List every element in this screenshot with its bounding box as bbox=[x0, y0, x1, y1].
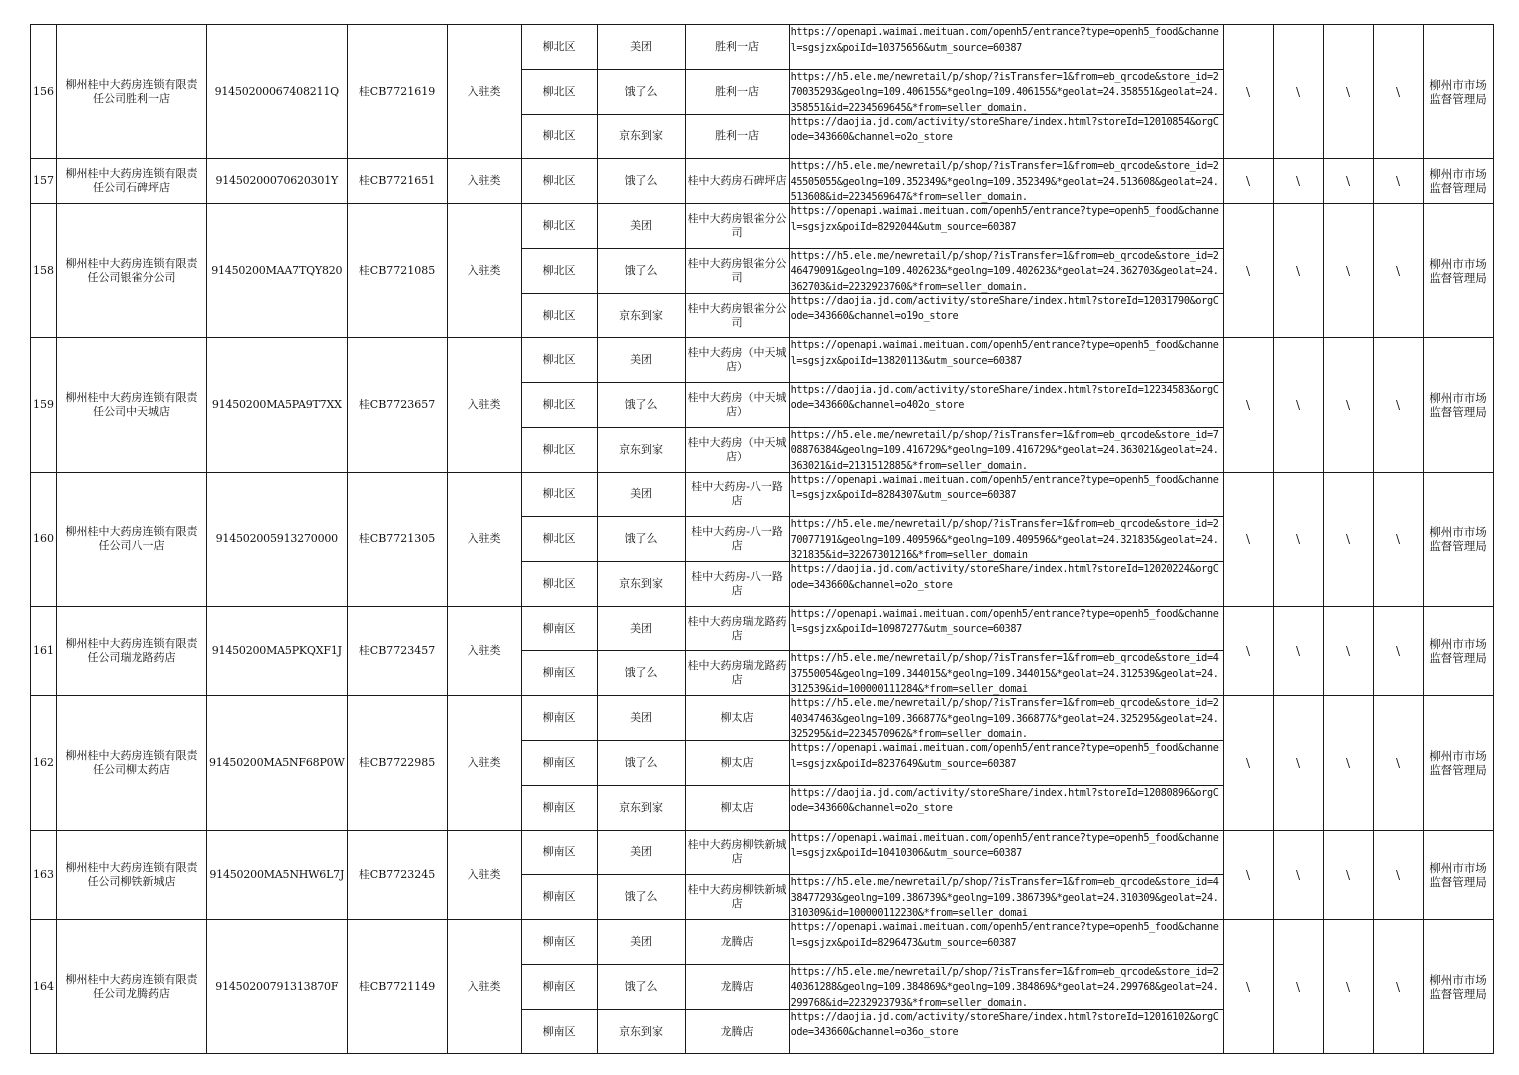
empty-field: \ bbox=[1323, 920, 1373, 1054]
license-number: 桂CB7723245 bbox=[347, 830, 447, 920]
credit-code: 91450200MA5PKQXF1J bbox=[207, 606, 348, 696]
district: 柳北区 bbox=[521, 204, 597, 249]
store-name: 柳太店 bbox=[685, 741, 789, 786]
category: 入驻类 bbox=[447, 920, 521, 1054]
company-name: 柳州桂中大药房连锁有限责任公司八一店 bbox=[57, 472, 207, 606]
store-name: 柳太店 bbox=[685, 696, 789, 741]
store-name: 桂中大药房（中天城店） bbox=[685, 427, 789, 472]
store-name: 桂中大药房瑞龙路药店 bbox=[685, 606, 789, 651]
store-url[interactable]: https://openapi.waimai.meituan.com/openh5/entrance?type=openh5_food&channel=sgsjzx&poiId=8292044&utm_source=60387 bbox=[790, 206, 1219, 233]
empty-field: \ bbox=[1323, 696, 1373, 830]
platform-name: 饿了么 bbox=[597, 69, 685, 114]
empty-field: \ bbox=[1273, 920, 1323, 1054]
store-url[interactable]: https://h5.ele.me/newretail/p/shop/?isTransfer=1&from=eb_qrcode&store_id=245505055&geolng=109.352349&*geolng=109.352349&*geolat=24.513608&geolat=24.513608&id=2234569647&*from=seller_domain. bbox=[790, 161, 1219, 204]
store-name: 桂中大药房-八一路店 bbox=[685, 562, 789, 607]
district: 柳南区 bbox=[521, 830, 597, 875]
category: 入驻类 bbox=[447, 204, 521, 338]
credit-code: 91450200MA5NHW6L7J bbox=[207, 830, 348, 920]
row-index: 156 bbox=[31, 25, 57, 159]
empty-field: \ bbox=[1373, 204, 1423, 338]
company-name: 柳州桂中大药房连锁有限责任公司中天城店 bbox=[57, 338, 207, 472]
empty-field: \ bbox=[1373, 338, 1423, 472]
company-name: 柳州桂中大药房连锁有限责任公司柳太药店 bbox=[57, 696, 207, 830]
district: 柳南区 bbox=[521, 651, 597, 696]
store-url-cell bbox=[789, 830, 1223, 875]
store-url-cell bbox=[789, 606, 1223, 651]
platform-name: 饿了么 bbox=[597, 651, 685, 696]
empty-field: \ bbox=[1323, 606, 1373, 696]
platform-name: 饿了么 bbox=[597, 741, 685, 786]
district: 柳北区 bbox=[521, 517, 597, 562]
row-index: 162 bbox=[31, 696, 57, 830]
table-row bbox=[31, 204, 1494, 249]
platform-name: 美团 bbox=[597, 25, 685, 70]
store-url-cell bbox=[789, 427, 1223, 472]
store-url-cell bbox=[789, 517, 1223, 562]
platform-name: 京东到家 bbox=[597, 427, 685, 472]
store-name: 桂中大药房柳铁新城店 bbox=[685, 875, 789, 920]
empty-field: \ bbox=[1223, 920, 1273, 1054]
empty-field: \ bbox=[1273, 159, 1323, 204]
store-name: 龙腾店 bbox=[685, 964, 789, 1009]
empty-field: \ bbox=[1273, 830, 1323, 920]
credit-code: 91450200791313870F bbox=[207, 920, 348, 1054]
store-url-cell bbox=[789, 114, 1223, 159]
store-url[interactable]: https://openapi.waimai.meituan.com/openh5/entrance?type=openh5_food&channel=sgsjzx&poiId=10987277&utm_source=60387 bbox=[790, 608, 1219, 636]
license-number: 桂CB7723657 bbox=[347, 338, 447, 472]
platform-name: 京东到家 bbox=[597, 293, 685, 338]
store-url[interactable]: https://openapi.waimai.meituan.com/openh5/entrance?type=openh5_food&channel=sgsjzx&poiId=13820113&utm_source=60387 bbox=[790, 340, 1219, 367]
district: 柳南区 bbox=[521, 1009, 597, 1054]
store-name: 龙腾店 bbox=[685, 920, 789, 965]
store-url-cell bbox=[789, 472, 1223, 517]
district: 柳南区 bbox=[521, 785, 597, 830]
store-url-cell bbox=[789, 69, 1223, 114]
empty-field: \ bbox=[1373, 830, 1423, 920]
empty-field: \ bbox=[1323, 338, 1373, 472]
platform-name: 饿了么 bbox=[597, 964, 685, 1009]
district: 柳北区 bbox=[521, 248, 597, 293]
store-name: 桂中大药房银雀分公司 bbox=[685, 248, 789, 293]
license-number: 桂CB7723457 bbox=[347, 606, 447, 696]
supervising-agency: 柳州市市场监督管理局 bbox=[1423, 338, 1493, 472]
category: 入驻类 bbox=[447, 25, 521, 159]
platform-name: 美团 bbox=[597, 920, 685, 965]
store-url[interactable]: https://openapi.waimai.meituan.com/openh5/entrance?type=openh5_food&channel=sgsjzx&poiId=8237649&utm_source=60387 bbox=[790, 743, 1219, 770]
row-index: 163 bbox=[31, 830, 57, 920]
store-name: 桂中大药房-八一路店 bbox=[685, 517, 789, 562]
store-url-cell bbox=[789, 25, 1223, 70]
store-url-cell bbox=[789, 920, 1223, 965]
empty-field: \ bbox=[1273, 338, 1323, 472]
supervising-agency: 柳州市市场监督管理局 bbox=[1423, 696, 1493, 830]
empty-field: \ bbox=[1223, 338, 1273, 472]
store-name: 桂中大药房-八一路店 bbox=[685, 472, 789, 517]
credit-code: 91450200MA5PA9T7XX bbox=[207, 338, 348, 472]
empty-field: \ bbox=[1323, 159, 1373, 204]
license-number: 桂CB7721085 bbox=[347, 204, 447, 338]
category: 入驻类 bbox=[447, 696, 521, 830]
credit-code: 91450200MAA7TQY820 bbox=[207, 204, 348, 338]
store-url-cell bbox=[789, 562, 1223, 607]
store-url-cell bbox=[789, 875, 1223, 920]
empty-field: \ bbox=[1223, 472, 1273, 606]
district: 柳北区 bbox=[521, 159, 597, 204]
license-number: 桂CB7721305 bbox=[347, 472, 447, 606]
store-name: 柳太店 bbox=[685, 785, 789, 830]
store-url[interactable]: https://h5.ele.me/newretail/p/shop/?isTransfer=1&from=eb_qrcode&store_id=240347463&geolng=109.366877&*geolng=109.366877&*geolat=24.325295&geolat=24.325295&id=2234570962&*from=seller_domain. bbox=[790, 698, 1219, 741]
store-url-cell bbox=[789, 741, 1223, 786]
store-url-cell bbox=[789, 159, 1223, 204]
empty-field: \ bbox=[1273, 696, 1323, 830]
district: 柳南区 bbox=[521, 964, 597, 1009]
row-index: 158 bbox=[31, 204, 57, 338]
license-number: 桂CB7722985 bbox=[347, 696, 447, 830]
company-name: 柳州桂中大药房连锁有限责任公司龙腾药店 bbox=[57, 920, 207, 1054]
row-index: 161 bbox=[31, 606, 57, 696]
credit-code: 914502005913270000 bbox=[207, 472, 348, 606]
table-row bbox=[31, 696, 1494, 741]
district: 柳北区 bbox=[521, 472, 597, 517]
store-url-cell bbox=[789, 964, 1223, 1009]
empty-field: \ bbox=[1373, 25, 1423, 159]
district: 柳北区 bbox=[521, 25, 597, 70]
platform-name: 美团 bbox=[597, 606, 685, 651]
platform-name: 饿了么 bbox=[597, 517, 685, 562]
store-url[interactable]: https://daojia.jd.com/activity/storeShare/index.html?storeId=12234583&orgCode=343660&channel=o402o_store bbox=[790, 384, 1219, 412]
district: 柳北区 bbox=[521, 562, 597, 607]
district: 柳北区 bbox=[521, 114, 597, 159]
store-url[interactable]: https://h5.ele.me/newretail/p/shop/?isTransfer=1&from=eb_qrcode&store_id=438477293&geolng=109.386739&*geolng=109.386739&*geolat=24.310309&geolat=24.310309&id=100000112230&*from=seller_domai bbox=[790, 877, 1219, 920]
empty-field: \ bbox=[1223, 830, 1273, 920]
empty-field: \ bbox=[1373, 472, 1423, 606]
supervising-agency: 柳州市市场监督管理局 bbox=[1423, 920, 1493, 1054]
empty-field: \ bbox=[1273, 472, 1323, 606]
store-name: 桂中大药房银雀分公司 bbox=[685, 204, 789, 249]
store-name: 桂中大药房（中天城店） bbox=[685, 338, 789, 383]
category: 入驻类 bbox=[447, 159, 521, 204]
empty-field: \ bbox=[1273, 25, 1323, 159]
supervising-agency: 柳州市市场监督管理局 bbox=[1423, 606, 1493, 696]
table-row bbox=[31, 25, 1494, 70]
district: 柳南区 bbox=[521, 741, 597, 786]
store-url-cell bbox=[789, 293, 1223, 338]
company-name: 柳州桂中大药房连锁有限责任公司瑞龙路药店 bbox=[57, 606, 207, 696]
empty-field: \ bbox=[1223, 606, 1273, 696]
empty-field: \ bbox=[1223, 159, 1273, 204]
supervising-agency: 柳州市市场监督管理局 bbox=[1423, 472, 1493, 606]
store-name: 胜利一店 bbox=[685, 114, 789, 159]
license-number: 桂CB7721149 bbox=[347, 920, 447, 1054]
store-url[interactable]: https://h5.ele.me/newretail/p/shop/?isTransfer=1&from=eb_qrcode&store_id=270035293&geolng=109.406155&*geolng=109.406155&*geolat=24.358551&geolat=24.358551&id=2234569645&*from=seller_domain. bbox=[790, 71, 1219, 114]
district: 柳北区 bbox=[521, 69, 597, 114]
store-name: 桂中大药房银雀分公司 bbox=[685, 293, 789, 338]
store-name: 胜利一店 bbox=[685, 69, 789, 114]
supervising-agency: 柳州市市场监督管理局 bbox=[1423, 830, 1493, 920]
store-url-cell bbox=[789, 696, 1223, 741]
supervising-agency: 柳州市市场监督管理局 bbox=[1423, 25, 1493, 159]
district: 柳南区 bbox=[521, 920, 597, 965]
platform-name: 饿了么 bbox=[597, 875, 685, 920]
empty-field: \ bbox=[1323, 830, 1373, 920]
store-url[interactable]: https://h5.ele.me/newretail/p/shop/?isTransfer=1&from=eb_qrcode&store_id=240361288&geolng=109.384869&*geolng=109.384869&*geolat=24.299768&geolat=24.299768&id=2232923793&*from=seller_domain. bbox=[790, 966, 1219, 1009]
table-row bbox=[31, 338, 1494, 383]
store-url[interactable]: https://openapi.waimai.meituan.com/openh5/entrance?type=openh5_food&channel=sgsjzx&poiId=8296473&utm_source=60387 bbox=[790, 922, 1219, 949]
empty-field: \ bbox=[1223, 25, 1273, 159]
platform-name: 美团 bbox=[597, 472, 685, 517]
empty-field: \ bbox=[1273, 204, 1323, 338]
store-name: 桂中大药房（中天城店） bbox=[685, 382, 789, 427]
store-url[interactable]: https://h5.ele.me/newretail/p/shop/?isTransfer=1&from=eb_qrcode&store_id=270077191&geolng=109.409596&*geolng=109.409596&*geolat=24.321835&geolat=24.321835&id=32267301216&*from=seller_domain bbox=[790, 519, 1219, 562]
store-url[interactable]: https://h5.ele.me/newretail/p/shop/?isTransfer=1&from=eb_qrcode&store_id=246479091&geolng=109.402623&*geolng=109.402623&*geolat=24.362703&geolat=24.362703&id=2232923760&*from=seller_domain. bbox=[790, 250, 1219, 293]
platform-name: 饿了么 bbox=[597, 159, 685, 204]
store-url-cell bbox=[789, 204, 1223, 249]
row-index: 157 bbox=[31, 159, 57, 204]
store-name: 桂中大药房柳铁新城店 bbox=[685, 830, 789, 875]
company-name: 柳州桂中大药房连锁有限责任公司胜利一店 bbox=[57, 25, 207, 159]
store-url-cell bbox=[789, 651, 1223, 696]
store-url[interactable]: https://daojia.jd.com/activity/storeShare/index.html?storeId=12010854&orgCode=343660&channel=o2o_store bbox=[790, 116, 1219, 144]
category: 入驻类 bbox=[447, 338, 521, 472]
platform-name: 京东到家 bbox=[597, 114, 685, 159]
license-number: 桂CB7721619 bbox=[347, 25, 447, 159]
store-url[interactable]: https://openapi.waimai.meituan.com/openh5/entrance?type=openh5_food&channel=sgsjzx&poiId=10375656&utm_source=60387 bbox=[790, 27, 1219, 54]
store-url[interactable]: https://daojia.jd.com/activity/storeShare/index.html?storeId=12080896&orgCode=343660&channel=o2o_store bbox=[790, 787, 1219, 815]
store-listing-table bbox=[30, 24, 1494, 1054]
platform-name: 京东到家 bbox=[597, 785, 685, 830]
table-row bbox=[31, 920, 1494, 965]
company-name: 柳州桂中大药房连锁有限责任公司银雀分公司 bbox=[57, 204, 207, 338]
district: 柳北区 bbox=[521, 338, 597, 383]
platform-name: 京东到家 bbox=[597, 562, 685, 607]
store-url-cell bbox=[789, 248, 1223, 293]
table-row bbox=[31, 606, 1494, 651]
store-url[interactable]: https://daojia.jd.com/activity/storeShare/index.html?storeId=12020224&orgCode=343660&channel=o2o_store bbox=[790, 564, 1219, 591]
store-url-cell bbox=[789, 338, 1223, 383]
table-row bbox=[31, 472, 1494, 517]
empty-field: \ bbox=[1373, 159, 1423, 204]
credit-code: 91450200070620301Y bbox=[207, 159, 348, 204]
store-name: 桂中大药房石碑坪店 bbox=[685, 159, 789, 204]
store-name: 胜利一店 bbox=[685, 25, 789, 70]
store-url[interactable]: https://daojia.jd.com/activity/storeShare/index.html?storeId=12016102&orgCode=343660&channel=o36o_store bbox=[790, 1011, 1219, 1039]
supervising-agency: 柳州市市场监督管理局 bbox=[1423, 159, 1493, 204]
district: 柳南区 bbox=[521, 606, 597, 651]
empty-field: \ bbox=[1373, 920, 1423, 1054]
store-url-cell bbox=[789, 1009, 1223, 1054]
row-index: 160 bbox=[31, 472, 57, 606]
platform-name: 饿了么 bbox=[597, 382, 685, 427]
empty-field: \ bbox=[1373, 696, 1423, 830]
platform-name: 饿了么 bbox=[597, 248, 685, 293]
category: 入驻类 bbox=[447, 830, 521, 920]
platform-name: 美团 bbox=[597, 696, 685, 741]
license-number: 桂CB7721651 bbox=[347, 159, 447, 204]
store-name: 桂中大药房瑞龙路药店 bbox=[685, 651, 789, 696]
company-name: 柳州桂中大药房连锁有限责任公司石碑坪店 bbox=[57, 159, 207, 204]
district: 柳南区 bbox=[521, 696, 597, 741]
company-name: 柳州桂中大药房连锁有限责任公司柳铁新城店 bbox=[57, 830, 207, 920]
platform-name: 京东到家 bbox=[597, 1009, 685, 1054]
platform-name: 美团 bbox=[597, 338, 685, 383]
platform-name: 美团 bbox=[597, 830, 685, 875]
row-index: 164 bbox=[31, 920, 57, 1054]
supervising-agency: 柳州市市场监督管理局 bbox=[1423, 204, 1493, 338]
store-url[interactable]: https://h5.ele.me/newretail/p/shop/?isTransfer=1&from=eb_qrcode&store_id=437550054&geolng=109.344015&*geolng=109.344015&*geolat=24.312539&geolat=24.312539&id=100000111284&*from=seller_domai bbox=[790, 653, 1219, 696]
empty-field: \ bbox=[1373, 606, 1423, 696]
store-url[interactable]: https://openapi.waimai.meituan.com/openh5/entrance?type=openh5_food&channel=sgsjzx&poiId=8284307&utm_source=60387 bbox=[790, 474, 1219, 502]
empty-field: \ bbox=[1323, 204, 1373, 338]
table-body bbox=[31, 25, 1494, 1054]
empty-field: \ bbox=[1223, 204, 1273, 338]
empty-field: \ bbox=[1273, 606, 1323, 696]
credit-code: 91450200MA5NF68P0W bbox=[207, 696, 348, 830]
store-url[interactable]: https://openapi.waimai.meituan.com/openh5/entrance?type=openh5_food&channel=sgsjzx&poiId=10410306&utm_source=60387 bbox=[790, 832, 1219, 860]
category: 入驻类 bbox=[447, 606, 521, 696]
empty-field: \ bbox=[1323, 472, 1373, 606]
table-row bbox=[31, 830, 1494, 875]
empty-field: \ bbox=[1223, 696, 1273, 830]
district: 柳北区 bbox=[521, 427, 597, 472]
district: 柳北区 bbox=[521, 293, 597, 338]
empty-field: \ bbox=[1323, 25, 1373, 159]
store-url[interactable]: https://daojia.jd.com/activity/storeShare/index.html?storeId=12031790&orgCode=343660&channel=o19o_store bbox=[790, 295, 1219, 323]
store-name: 龙腾店 bbox=[685, 1009, 789, 1054]
district: 柳南区 bbox=[521, 875, 597, 920]
row-index: 159 bbox=[31, 338, 57, 472]
store-url[interactable]: https://h5.ele.me/newretail/p/shop/?isTransfer=1&from=eb_qrcode&store_id=708876384&geolng=109.416729&*geolng=109.416729&*geolat=24.363021&geolat=24.363021&id=2131512885&*from=seller_domain. bbox=[790, 429, 1219, 472]
district: 柳北区 bbox=[521, 382, 597, 427]
table-row bbox=[31, 159, 1494, 204]
credit-code: 91450200067408211Q bbox=[207, 25, 348, 159]
category: 入驻类 bbox=[447, 472, 521, 606]
platform-name: 美团 bbox=[597, 204, 685, 249]
store-url-cell bbox=[789, 382, 1223, 427]
store-url-cell bbox=[789, 785, 1223, 830]
